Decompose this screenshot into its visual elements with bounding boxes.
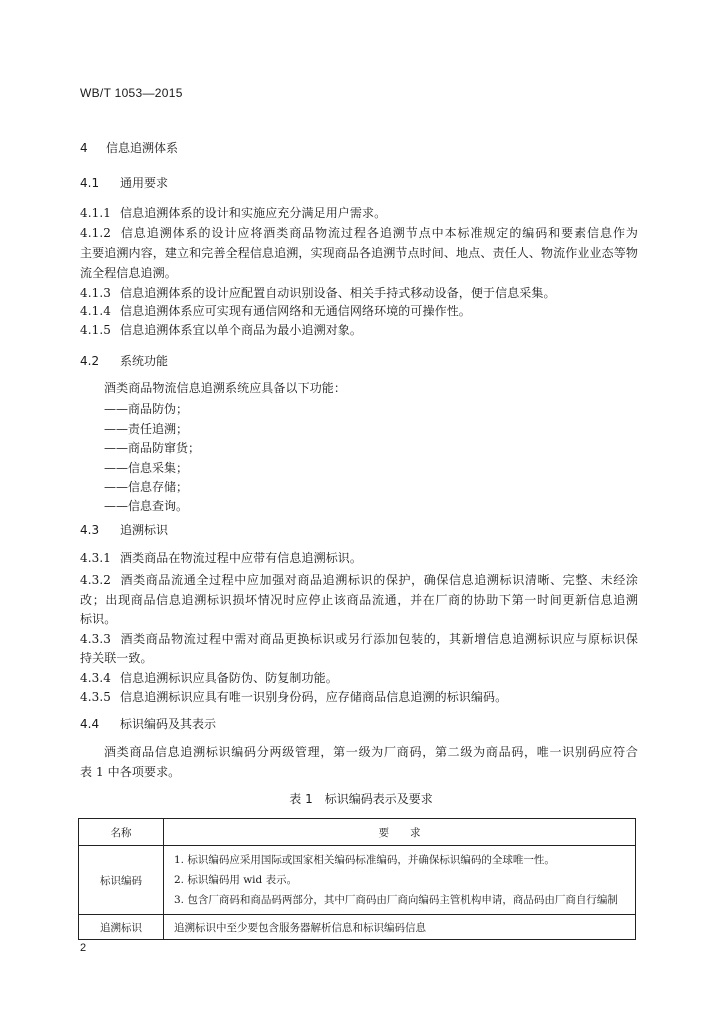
section-number: 4.4 <box>80 717 100 731</box>
section-4-heading <box>80 139 178 156</box>
clause-4-1-2-line-2: 主要追溯内容，建立和完善全程信息追溯，实现商品各追溯节点时间、地点、责任人、物流作业业态等物 <box>80 246 638 260</box>
clause-number: 4.1.2 <box>80 226 112 240</box>
section-number: 4.3 <box>80 523 100 537</box>
clause-4-3-3-line-2: 持关联一致。 <box>80 651 153 665</box>
requirement-item: 3. 包含厂商码和商品码两部分，其中厂商码由厂商向编码主管机构申请，商品码由厂商自行编制 <box>174 894 618 906</box>
clause-text: 信息追溯标识应具备防伪、防复制功能。 <box>120 671 338 685</box>
function-list-item: ——信息采集； <box>104 461 189 475</box>
clause-text: 信息追溯体系的设计和实施应充分满足用户需求。 <box>120 206 387 220</box>
document-code: WB/T 1053—2015 <box>80 86 183 100</box>
section-4-2-heading <box>80 352 168 369</box>
section-4-4-para-line-2: 表 1 中各项要求。 <box>80 765 181 779</box>
table-header-row <box>79 819 636 846</box>
clause-text: 信息追溯体系的设计应将酒类商品物流过程各追溯节点中本标准规定的编码和要素信息作为 <box>120 226 638 240</box>
clause-4-3-1 <box>80 549 362 566</box>
row-requirements-cell <box>164 846 636 915</box>
clause-text: 信息追溯体系宜以单个商品为最小追溯对象。 <box>120 323 363 337</box>
section-title: 标识编码及其表示 <box>120 717 217 731</box>
section-4-3-heading <box>80 521 168 538</box>
section-title: 系统功能 <box>120 354 169 368</box>
clause-number: 4.1.1 <box>80 206 112 220</box>
clause-4-1-5 <box>80 321 362 338</box>
requirement-item: 1. 标识编码应采用国际或国家相关编码标准编码，并确保标识编码的全球唯一性。 <box>174 854 555 866</box>
section-number: 4.2 <box>80 354 100 368</box>
column-header-name: 名称 <box>79 819 164 846</box>
clause-4-1-1 <box>80 204 386 221</box>
clause-number: 4.1.5 <box>80 323 112 337</box>
function-list-item: ——商品防窜货； <box>104 441 201 455</box>
section-title: 追溯标识 <box>120 523 169 537</box>
section-number: 4.1 <box>80 176 100 190</box>
function-list-item: ——信息查询。 <box>104 499 189 513</box>
clause-text: 信息追溯体系应可实现有通信网络和无通信网络环境的可操作性。 <box>120 304 471 318</box>
clause-number: 4.3.5 <box>80 690 112 704</box>
clause-4-3-3-line-1 <box>80 630 638 647</box>
requirements-table <box>78 818 636 940</box>
table-row <box>79 915 636 940</box>
column-header-requirements: 要 求 <box>164 819 636 846</box>
function-list-item: ——责任追溯； <box>104 422 189 436</box>
row-requirements-cell: 追溯标识中至少要包含服务器解析信息和标识编码信息 <box>164 915 636 940</box>
function-list-item: ——商品防伪； <box>104 402 189 416</box>
clause-number: 4.3.2 <box>80 573 112 587</box>
clause-4-3-2-line-2: 改；出现商品信息追溯标识损坏情况时应停止该商品流通，并在厂商的协助下第一时间更新信息追溯 <box>80 593 638 607</box>
clause-4-3-2-line-3: 标识。 <box>80 612 117 626</box>
clause-number: 4.1.4 <box>80 304 112 318</box>
clause-text: 信息追溯标识应具有唯一识别身份码，应存储商品信息追溯的标识编码。 <box>120 690 508 704</box>
clause-text: 信息追溯体系的设计应配置自动识别设备、相关手持式移动设备，便于信息采集。 <box>120 286 556 300</box>
clause-text: 酒类商品在物流过程中应带有信息追溯标识。 <box>120 551 363 565</box>
clause-4-1-3 <box>80 284 556 301</box>
section-title: 通用要求 <box>120 176 169 190</box>
page-number: 2 <box>80 942 87 954</box>
row-name-cell: 追溯标识 <box>79 915 164 940</box>
clause-number: 4.1.3 <box>80 286 112 300</box>
clause-text: 酒类商品流通全过程中应加强对商品追溯标识的保护，确保信息追溯标识清晰、完整、未经涂 <box>120 573 638 587</box>
function-list-item: ——信息存储； <box>104 480 189 494</box>
section-4-1-heading <box>80 174 168 191</box>
section-4-4-heading <box>80 715 216 732</box>
clause-4-3-5 <box>80 688 507 705</box>
clause-number: 4.3.1 <box>80 551 112 565</box>
clause-number: 4.3.3 <box>80 632 112 646</box>
clause-4-3-2-line-1 <box>80 571 638 588</box>
clause-4-1-2-line-1 <box>80 224 638 241</box>
table-caption: 表 1 标识编码表示及要求 <box>289 792 433 806</box>
clause-text: 酒类商品物流过程中需对商品更换标识或另行添加包装的，其新增信息追溯标识应与原标识保 <box>120 632 638 646</box>
requirement-item: 2. 标识编码用 wid 表示。 <box>174 874 298 886</box>
clause-4-1-2-line-3: 流全程信息追溯。 <box>80 266 177 280</box>
row-name-cell: 标识编码 <box>79 846 164 915</box>
system-functions-intro: 酒类商品物流信息追溯系统应具备以下功能： <box>104 381 347 395</box>
clause-number: 4.3.4 <box>80 671 112 685</box>
clause-4-1-4 <box>80 302 471 319</box>
table-row <box>79 846 636 915</box>
section-number: 4 <box>80 141 88 155</box>
section-title: 信息追溯体系 <box>106 141 179 155</box>
clause-4-3-4 <box>80 669 338 686</box>
section-4-4-para-line-1: 酒类商品信息追溯标识编码分两级管理，第一级为厂商码，第二级为商品码，唯一识别码应符合 <box>104 745 638 759</box>
